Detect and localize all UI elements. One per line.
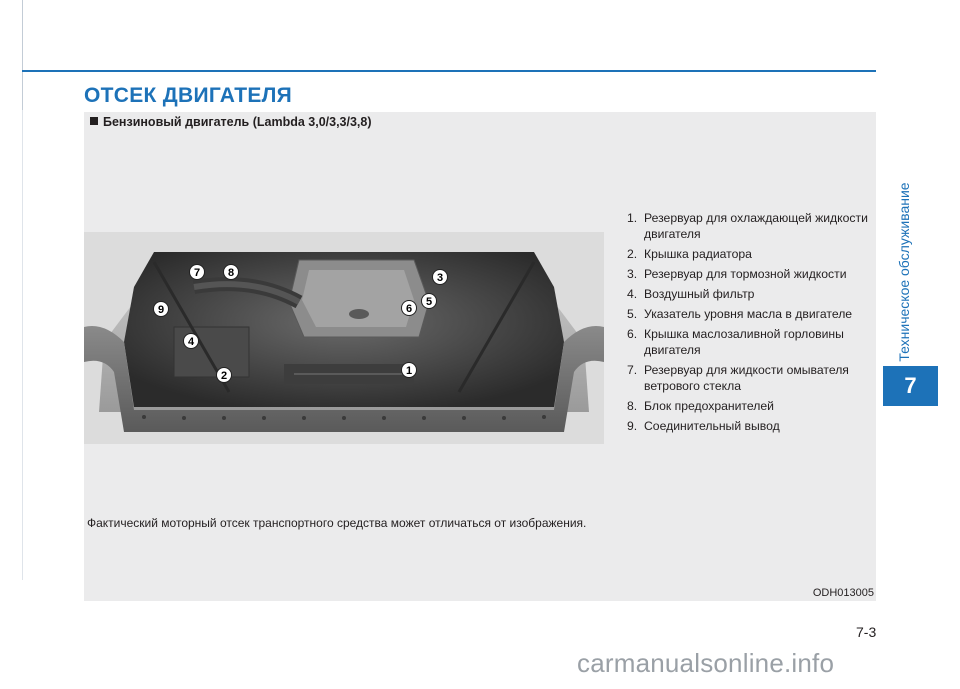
legend-item: 2. Крышка радиатора (627, 247, 752, 261)
legend-item: 8. Блок предохранителей (627, 399, 774, 413)
chapter-number-badge: 7 (883, 366, 938, 406)
engine-bay-illustration (84, 232, 604, 444)
svg-text:4: 4 (187, 336, 195, 348)
svg-text:8: 8 (227, 267, 235, 279)
header-rule (22, 70, 876, 72)
svg-text:2: 2 (220, 370, 228, 382)
image-code: ODH013005 (812, 587, 874, 599)
chapter-side-title-text: Техническое обслуживание (896, 182, 912, 362)
svg-text:7: 7 (193, 267, 201, 279)
callout-5 (422, 294, 437, 309)
page-title: ОТСЕК ДВИГАТЕЛЯ (84, 84, 293, 107)
legend-item: 3. Резервуар для тормозной жидкости (627, 267, 847, 281)
callout-6 (402, 301, 417, 316)
callout-3 (433, 270, 448, 285)
callout-2 (217, 368, 232, 383)
legend-item: 7. Резервуар для жидкости омывателя ветрового стекла (627, 363, 849, 393)
disclaimer-note: Фактический моторный отсек транспортного средства может отличаться от изображения. (87, 516, 587, 530)
page-number: 7-3 (856, 624, 877, 640)
legend-item: 4. Воздушный фильтр (627, 287, 755, 301)
section-subtitle (90, 115, 372, 129)
legend-item: 6. Крышка маслозаливной горловины двигателя (627, 327, 844, 357)
callout-4 (184, 334, 199, 349)
svg-text:9: 9 (157, 304, 165, 316)
svg-text:5: 5 (425, 296, 433, 308)
section-subtitle-text: Бензиновый двигатель (Lambda 3,0/3,3/3,8) (103, 115, 372, 129)
callout-9 (154, 302, 169, 317)
svg-text:1: 1 (405, 365, 413, 377)
engine-bay-drawing (84, 232, 604, 444)
square-bullet-icon (90, 117, 98, 125)
legend-item: 5. Указатель уровня масла в двигателе (627, 307, 853, 321)
legend-item: 9. Соединительный вывод (627, 419, 780, 433)
callout-1 (402, 363, 417, 378)
callout-8 (224, 265, 239, 280)
component-legend (627, 210, 872, 438)
margin-line-accent (22, 0, 23, 110)
watermark: carmanualsonline.info (577, 648, 835, 678)
chapter-side-title (892, 182, 916, 362)
svg-text:3: 3 (436, 272, 444, 284)
legend-item: 1. Резервуар для охлаждающей жидкости двигателя (627, 211, 868, 241)
callout-7 (190, 265, 205, 280)
svg-text:6: 6 (405, 303, 413, 315)
